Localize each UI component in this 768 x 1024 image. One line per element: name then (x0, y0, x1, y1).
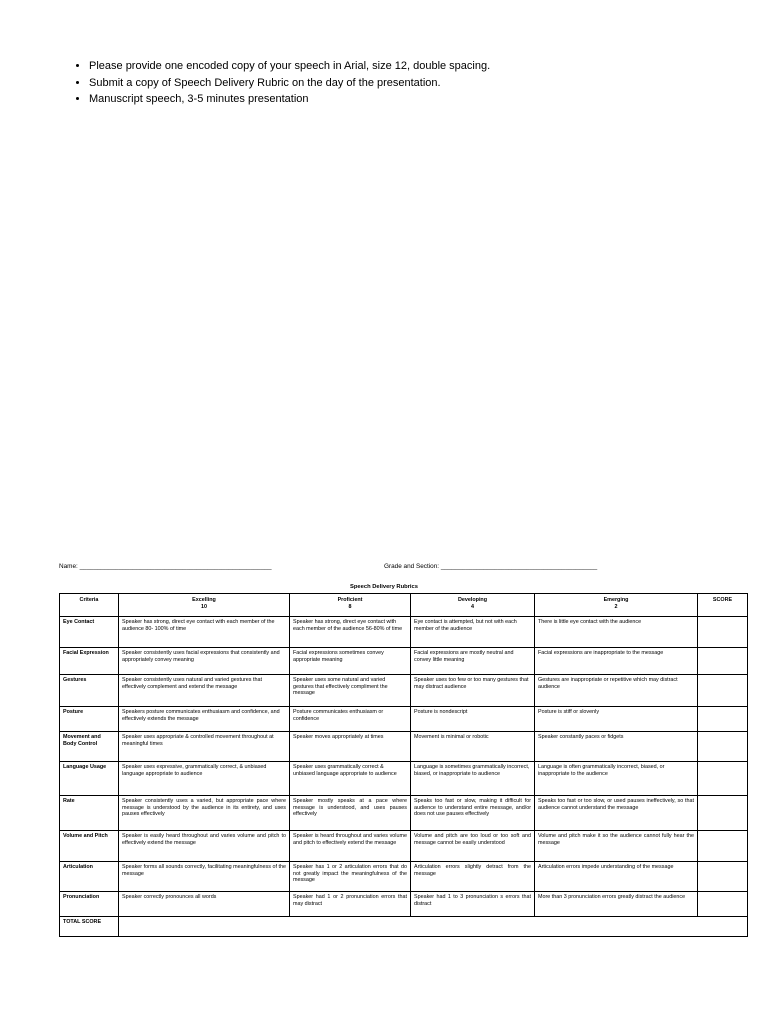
developing-cell: Speaks too fast or slow, making it difficult for audience to understand entire message, and/or does not use pauses effectively (411, 796, 535, 831)
excelling-cell: Speaker consistently uses a varied, but appropriate pace where message is understood by the audience in its entirety, and uses pauses effectively (119, 796, 290, 831)
emerging-cell: Speaks too fast or too slow, or used pauses ineffectively, so that audience cannot understand the message (535, 796, 698, 831)
emerging-cell: Volume and pitch make it so the audience cannot fully hear the message (535, 831, 698, 862)
developing-cell: Movement is minimal or robotic (411, 732, 535, 762)
table-row (60, 617, 748, 648)
total-score-row (60, 917, 748, 937)
proficient-cell: Speaker uses grammatically correct & unbiased language appropriate to audience (290, 762, 411, 796)
developing-cell: Speaker had 1 to 3 pronunciation s errors that distract (411, 892, 535, 917)
developing-cell: Language is sometimes grammatically incorrect, biased, or inappropriate to audience (411, 762, 535, 796)
table-row (60, 796, 748, 831)
criteria-cell: Articulation (60, 862, 119, 892)
developing-cell: Volume and pitch are too loud or too soft and message cannot be easily understood (411, 831, 535, 862)
score-cell[interactable] (698, 762, 748, 796)
proficient-cell: Speaker is heard throughout and varies volume and pitch to effectively extend the message (290, 831, 411, 862)
score-cell[interactable] (698, 617, 748, 648)
header-excelling: Excelling 10 (119, 594, 290, 617)
excelling-cell: Speaker forms all sounds correctly, facilitating meaningfulness of the message (119, 862, 290, 892)
emerging-cell: More than 3 pronunciation errors greatly distract the audience (535, 892, 698, 917)
excelling-cell: Speaker is easily heard throughout and varies volume and pitch to effectively extend the message (119, 831, 290, 862)
criteria-cell: Eye Contact (60, 617, 119, 648)
score-cell[interactable] (698, 648, 748, 675)
proficient-cell: Speaker mostly speaks at a pace where message is understood, and uses pauses effectively (290, 796, 411, 831)
criteria-cell: Movement and Body Control (60, 732, 119, 762)
excelling-cell: Speakers posture communicates enthusiasm and confidence, and effectively extends the message (119, 707, 290, 732)
proficient-cell: Speaker moves appropriately at times (290, 732, 411, 762)
table-row (60, 648, 748, 675)
excelling-cell: Speaker uses expressive, grammatically correct, & unbiased language appropriate to audience (119, 762, 290, 796)
header-score: SCORE (698, 594, 748, 617)
proficient-cell: Facial expressions sometimes convey appropriate meaning (290, 648, 411, 675)
instruction-item: • Submit a copy of Speech Delivery Rubric on the day of the presentation. (89, 75, 490, 92)
name-field-line[interactable]: Name: ______________________________________________________ (59, 563, 272, 570)
table-row (60, 892, 748, 917)
emerging-cell: Facial expressions are inappropriate to the message (535, 648, 698, 675)
instruction-item: • Please provide one encoded copy of your speech in Arial, size 12, double spacing. (89, 58, 490, 75)
score-cell[interactable] (698, 831, 748, 862)
score-cell[interactable] (698, 675, 748, 707)
score-cell[interactable] (698, 707, 748, 732)
instruction-list (72, 58, 490, 108)
excelling-cell: Speaker correctly pronounces all words (119, 892, 290, 917)
proficient-cell: Speaker uses some natural and varied gestures that effectively compliment the message (290, 675, 411, 707)
grade-section-field-line[interactable]: Grade and Section: ____________________________________________ (384, 563, 598, 570)
header-proficient: Proficient 8 (290, 594, 411, 617)
table-row (60, 732, 748, 762)
criteria-cell: Gestures (60, 675, 119, 707)
table-header-row (60, 594, 748, 617)
criteria-cell: Language Usage (60, 762, 119, 796)
emerging-cell: Language is often grammatically incorrect, biased, or inappropriate to the audience (535, 762, 698, 796)
instruction-item: • Manuscript speech, 3-5 minutes presentation (89, 91, 490, 108)
developing-cell: Articulation errors slightly detract from the message (411, 862, 535, 892)
developing-cell: Facial expressions are mostly neutral and convey little meaning (411, 648, 535, 675)
total-score-label: TOTAL SCORE (60, 917, 119, 937)
table-row (60, 707, 748, 732)
developing-cell: Posture is nondescript (411, 707, 535, 732)
emerging-cell: Gestures are inappropriate or repetitive which may distract audience (535, 675, 698, 707)
table-row (60, 675, 748, 707)
excelling-cell: Speaker consistently uses natural and varied gestures that effectively complement and extend the message (119, 675, 290, 707)
criteria-cell: Rate (60, 796, 119, 831)
score-cell[interactable] (698, 796, 748, 831)
header-developing: Developing 4 (411, 594, 535, 617)
excelling-cell: Speaker consistently uses facial expressions that consistently and appropriately convey meaning (119, 648, 290, 675)
proficient-cell: Speaker has strong, direct eye contact with each member of the audience 56-80% of time (290, 617, 411, 648)
criteria-cell: Facial Expression (60, 648, 119, 675)
table-row (60, 862, 748, 892)
score-cell[interactable] (698, 862, 748, 892)
proficient-cell: Speaker had 1 or 2 pronunciation errors that may distract (290, 892, 411, 917)
excelling-cell: Speaker has strong, direct eye contact with each member of the audience 80- 100% of time (119, 617, 290, 648)
score-cell[interactable] (698, 892, 748, 917)
criteria-cell: Volume and Pitch (60, 831, 119, 862)
speech-delivery-rubric-table (59, 593, 748, 937)
developing-cell: Eye contact is attempted, but not with each member of the audience (411, 617, 535, 648)
criteria-cell: Posture (60, 707, 119, 732)
rubric-title: Speech Delivery Rubrics (350, 584, 418, 590)
total-score-cell[interactable] (119, 917, 748, 937)
emerging-cell: Posture is stiff or slovenly (535, 707, 698, 732)
excelling-cell: Speaker uses appropriate & controlled movement throughout at meaningful times (119, 732, 290, 762)
criteria-cell: Pronunciation (60, 892, 119, 917)
score-cell[interactable] (698, 732, 748, 762)
table-row (60, 831, 748, 862)
developing-cell: Speaker uses too few or too many gestures that may distract audience (411, 675, 535, 707)
header-emerging: Emerging 2 (535, 594, 698, 617)
emerging-cell: There is little eye contact with the audience (535, 617, 698, 648)
proficient-cell: Posture communicates enthusiasm or confidence (290, 707, 411, 732)
emerging-cell: Speaker constantly paces or fidgets (535, 732, 698, 762)
header-criteria: Criteria (60, 594, 119, 617)
emerging-cell: Articulation errors impede understanding of the message (535, 862, 698, 892)
proficient-cell: Speaker has 1 or 2 articulation errors that do not greatly impact the meaningfulness of the message (290, 862, 411, 892)
table-row (60, 762, 748, 796)
